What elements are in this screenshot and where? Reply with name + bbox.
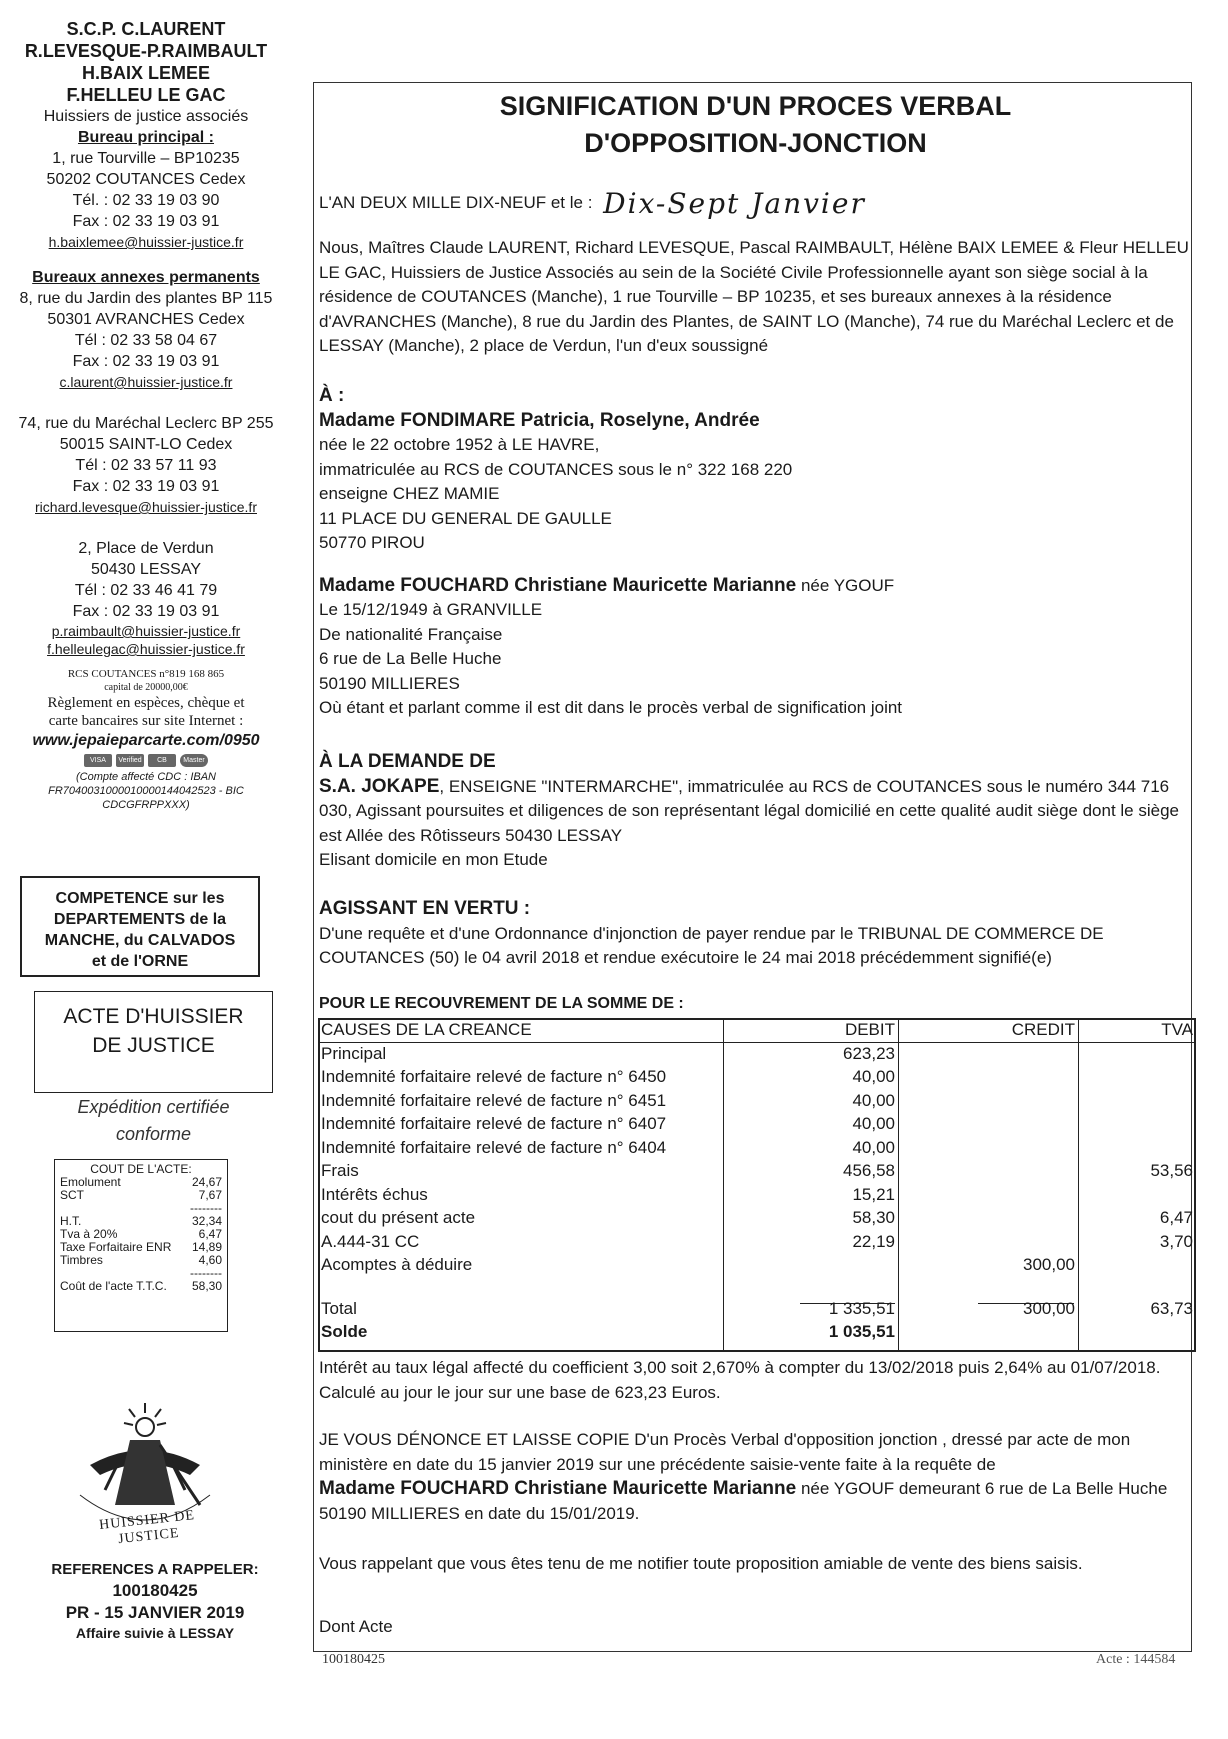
cell: 623,23	[843, 1043, 895, 1063]
cell: 53,56	[1150, 1161, 1193, 1180]
mastercard-icon: Master	[180, 754, 208, 767]
vertu-heading: AGISSANT EN VERTU :	[319, 898, 531, 919]
table-row	[318, 1230, 1196, 1254]
annexe3-line: 50430 LESSAY	[90, 561, 201, 578]
denonce-text: JE VOUS DÉNONCE ET LAISSE COPIE D'un Procès Verbal d'opposition jonction , dressé par acte de mon ministère en date du 15 janvier 2019 sur une précédente saisie-vente faite à la requête de	[319, 1430, 1131, 1474]
cell: Indemnité forfaitaire relevé de facture n° 6404	[321, 1137, 667, 1157]
party2-line: De nationalité Française	[319, 624, 503, 644]
cost-label: H.T.	[60, 1214, 82, 1228]
annexe2-line: 50015 SAINT-LO Cedex	[59, 436, 233, 453]
party2-name: Madame FOUCHARD Christiane Mauricette Marianne	[319, 574, 797, 596]
cost-value: 6,47	[198, 1227, 222, 1241]
cell	[723, 1253, 898, 1277]
cell	[898, 1159, 1078, 1183]
expedition-line: conforme	[115, 1124, 192, 1144]
principal-line: Tél. : 02 33 19 03 90	[72, 192, 220, 209]
annexe2-email-link[interactable]: richard.levesque@huissier-justice.fr	[35, 499, 257, 515]
table-row	[318, 1089, 1196, 1113]
cell: Acomptes à déduire	[321, 1255, 473, 1274]
firm-subtitle: Huissiers de justice associés	[43, 108, 249, 125]
cell: 40,00	[852, 1114, 895, 1133]
huissier-seal-logo	[60, 1395, 230, 1548]
cell: A.444-31 CC	[321, 1231, 420, 1251]
annexe1-line: 50301 AVRANCHES Cedex	[47, 311, 245, 328]
cost-separator: --------	[190, 1266, 222, 1280]
table-row	[318, 1112, 1196, 1136]
party2-line: 50190 MILLIERES	[319, 673, 460, 693]
expedition-label	[34, 1094, 273, 1148]
payment-line: Règlement en espèces, chèque et	[47, 695, 245, 711]
destinataires	[319, 384, 1191, 721]
header-cell: CREDIT	[1011, 1020, 1075, 1039]
acte-box	[34, 991, 273, 1093]
references-block	[30, 1560, 280, 1642]
creance-table	[318, 1018, 1196, 1344]
cell: 300,00	[1023, 1255, 1075, 1274]
vertu-section	[319, 897, 1191, 971]
firm-name-3: H.BAIX LEMEE	[81, 63, 210, 83]
demande-text: , ENSEIGNE "INTERMARCHE", immatriculée au RCS de COUTANCES sous le numéro 344 716 030, Agissant poursuites et diligences de son représentant légal domicilié en cette qualité audit siège dont le siège est Allée des Rôtisseurs 50430 LESSAY	[319, 776, 1180, 845]
cost-value: 14,89	[191, 1240, 222, 1254]
cost-value: 32,34	[191, 1214, 222, 1228]
cell: 3,70	[1159, 1231, 1193, 1251]
seal-text: HUISSIER DE JUSTICE	[98, 1508, 196, 1548]
footer-acte-number: Acte : 144584	[1096, 1652, 1176, 1667]
cell: 15,21	[852, 1184, 895, 1204]
cell: 40,00	[852, 1090, 895, 1110]
competence-line: MANCHE, du CALVADOS	[44, 932, 236, 949]
cb-icon: CB	[148, 754, 176, 767]
firm-name-1: S.C.P. C.LAURENT	[66, 19, 226, 39]
annexe2-line: 74, rue du Maréchal Leclerc BP 255	[18, 415, 274, 432]
sidebar	[0, 18, 292, 812]
table-row	[318, 1065, 1196, 1089]
annexe3-line: 2, Place de Verdun	[78, 540, 214, 557]
annexes-heading: Bureaux annexes permanents	[32, 269, 260, 286]
table-total-row	[318, 1297, 1196, 1321]
iban-line: FR7040031000010000144042523 - BIC	[48, 785, 244, 797]
cell: Indemnité forfaitaire relevé de facture n° 6450	[321, 1067, 667, 1086]
refs-number: 100180425	[112, 1581, 198, 1600]
cost-value: 4,60	[198, 1253, 222, 1267]
title-line: SIGNIFICATION D'UN PROCES VERBAL	[499, 91, 1012, 121]
party2-line: Le 15/12/1949 à GRANVILLE	[319, 600, 543, 619]
principal-line: Fax : 02 33 19 03 91	[72, 213, 220, 230]
party1-line: enseigne CHEZ MAMIE	[319, 484, 500, 503]
iban-line: (Compte affecté CDC : IBAN	[76, 771, 216, 783]
cell	[1078, 1089, 1196, 1113]
payment-line: carte bancaires sur site Internet :	[48, 713, 244, 729]
cost-heading: COUT DE L'ACTE:	[90, 1162, 192, 1176]
table-row	[318, 1159, 1196, 1183]
capital-line: capital de 20000,00€	[104, 682, 188, 693]
cost-value: 58,30	[191, 1279, 222, 1293]
acte-line: DE JUSTICE	[92, 1034, 215, 1057]
cell: cout du présent acte	[321, 1208, 476, 1227]
document-title	[318, 88, 1193, 162]
a-heading: À :	[319, 385, 345, 406]
cost-label: SCT	[60, 1188, 84, 1202]
cell	[898, 1230, 1078, 1254]
rappel-text: Vous rappelant que vous êtes tenu de me notifier toute proposition amiable de vente des biens saisis.	[319, 1554, 1083, 1573]
rcs-line: RCS COUTANCES n°819 168 865	[67, 668, 225, 680]
cell: 456,58	[843, 1161, 895, 1180]
cell: Principal	[321, 1043, 387, 1063]
header-cell: DEBIT	[844, 1020, 895, 1039]
annexe3-line: Tél : 02 33 46 41 79	[74, 582, 218, 599]
cell	[898, 1112, 1078, 1136]
cell	[1078, 1136, 1196, 1160]
annexe1-line: Fax : 02 33 19 03 91	[72, 353, 220, 370]
party1-line: née le 22 octobre 1952 à LE HAVRE,	[319, 435, 600, 454]
table-header-row	[318, 1018, 1196, 1042]
principal-heading: Bureau principal :	[77, 129, 215, 146]
cell	[898, 1136, 1078, 1160]
cell: Solde	[321, 1322, 368, 1341]
party2-line: 6 rue de La Belle Huche	[319, 649, 502, 668]
annexe2-line: Tél : 02 33 57 11 93	[75, 457, 217, 474]
cost-value: 24,67	[191, 1175, 222, 1189]
cell	[1078, 1065, 1196, 1089]
annexe1-email-link[interactable]: c.laurent@huissier-justice.fr	[59, 374, 233, 390]
cell	[898, 1183, 1078, 1207]
party1-line: immatriculée au RCS de COUTANCES sous le n° 322 168 220	[319, 459, 793, 479]
card-logos	[0, 754, 292, 767]
iban-line: CDCGFRPPXXX)	[102, 799, 190, 811]
table-row	[318, 1183, 1196, 1207]
firm-name-4: F.HELLEU LE GAC	[66, 85, 226, 105]
annexe3-email-link[interactable]: f.helleulegac@huissier-justice.fr	[47, 641, 245, 657]
principal-line: 1, rue Tourville – BP10235	[52, 150, 240, 167]
principal-email-link[interactable]: h.baixlemee@huissier-justice.fr	[48, 234, 244, 250]
header-cell: TVA	[1161, 1020, 1193, 1039]
date-line	[319, 186, 866, 221]
annexe2-line: Fax : 02 33 19 03 91	[72, 478, 220, 495]
cost-box	[54, 1159, 228, 1332]
cost-label: Taxe Forfaitaire ENR	[60, 1240, 172, 1254]
footer-reference: 100180425	[322, 1652, 385, 1667]
refs-pr: PR - 15 JANVIER 2019	[65, 1603, 245, 1622]
cell	[1078, 1253, 1196, 1277]
competence-line: et de l'ORNE	[91, 953, 189, 970]
header-cell: CAUSES DE LA CREANCE	[321, 1020, 532, 1039]
cell	[898, 1042, 1078, 1066]
cost-row	[60, 1176, 222, 1189]
table-row	[318, 1206, 1196, 1230]
firm-name-2: R.LEVESQUE-P.RAIMBAULT	[24, 41, 268, 61]
cell	[1078, 1042, 1196, 1066]
cell: 58,30	[852, 1208, 895, 1227]
cost-label: Tva à 20%	[60, 1227, 118, 1241]
intro-paragraph: Nous, Maîtres Claude LAURENT, Richard LEVESQUE, Pascal RAIMBAULT, Hélène BAIX LEMEE & Fleur HELLEU LE GAC, Huissiers de Justice Associés au sein de la Société Civile Professionnelle ayant son siège social à la résidence de COUTANCES (Manche), 1 rue Tourville – BP 10235, et ses bureaux annexes à la résidence d'AVRANCHES (Manche), 8 rue du Jardin des Plantes, de SAINT LO (Manche), 74 rue du Maréchal Leclerc et de LESSAY (Manche), 2 place de Verdun, l'un d'eux soussigné	[319, 238, 1189, 355]
annexe1-line: 8, rue du Jardin des plantes BP 115	[19, 290, 273, 307]
cell: 6,47	[1159, 1208, 1193, 1227]
cost-value: 7,67	[198, 1188, 222, 1202]
payment-website-link[interactable]: www.jepaieparcarte.com/0950	[32, 732, 260, 749]
demande-domicile: Elisant domicile en mon Etude	[319, 850, 548, 869]
cell: 1 035,51	[828, 1322, 895, 1341]
cell: 1 335,51	[828, 1298, 895, 1318]
competence-line: DEPARTEMENTS de la	[53, 911, 227, 928]
acte-line: ACTE D'HUISSIER	[63, 1005, 244, 1028]
dont-acte: Dont Acte	[319, 1617, 393, 1636]
cost-total-row	[60, 1280, 222, 1293]
verified-visa-icon: Verified	[116, 754, 144, 767]
demande-section	[319, 750, 1191, 873]
cell: Intérêts échus	[321, 1184, 428, 1204]
table-row	[318, 1042, 1196, 1066]
annexe3-line: Fax : 02 33 19 03 91	[72, 603, 220, 620]
cell: 300,00	[1023, 1298, 1075, 1318]
party1-name: Madame FONDIMARE Patricia, Roselyne, Andrée	[319, 409, 760, 431]
annexe3-email-link[interactable]: p.raimbault@huissier-justice.fr	[51, 623, 241, 639]
party2-line: Où étant et parlant comme il est dit dans le procès verbal de signification joint	[319, 698, 903, 717]
cell: Indemnité forfaitaire relevé de facture n° 6407	[321, 1114, 667, 1133]
refs-suivi: Affaire suivie à LESSAY	[75, 1625, 235, 1641]
party1-line: 50770 PIROU	[319, 533, 425, 552]
date-handwritten: Dix-Sept Janvier	[603, 186, 866, 220]
cell	[898, 1065, 1078, 1089]
refs-label: REFERENCES A RAPPELER:	[51, 1561, 259, 1578]
cell: 22,19	[852, 1231, 895, 1251]
table-row	[318, 1136, 1196, 1160]
vertu-text: D'une requête et d'une Ordonnance d'injonction de payer rendue par le TRIBUNAL DE COMMERCE DE COUTANCES (50) le 04 avril 2018 et rendue exécutoire le 24 mai 2018 précédemment signifié(e)	[319, 923, 1104, 967]
cell: Total	[321, 1298, 357, 1318]
competence-box	[20, 876, 260, 977]
cost-separator: --------	[190, 1201, 222, 1215]
denonce-section	[319, 1428, 1189, 1526]
table-solde-row	[318, 1320, 1196, 1344]
expedition-line: Expédition certifiée	[77, 1097, 230, 1117]
cell: Frais	[321, 1161, 359, 1180]
recouvrement-heading: POUR LE RECOUVREMENT DE LA SOMME DE :	[319, 995, 684, 1012]
cell: Indemnité forfaitaire relevé de facture n° 6451	[321, 1090, 667, 1110]
competence-line: COMPETENCE sur les	[55, 890, 225, 907]
table-row	[318, 1253, 1196, 1277]
title-line: D'OPPOSITION-JONCTION	[584, 128, 927, 158]
principal-line: 50202 COUTANCES Cedex	[46, 171, 246, 188]
cell	[1078, 1183, 1196, 1207]
party1-line: 11 PLACE DU GENERAL DE GAULLE	[319, 508, 612, 528]
cell	[898, 1206, 1078, 1230]
annexe1-line: Tél : 02 33 58 04 67	[74, 332, 218, 349]
demande-heading: À LA DEMANDE DE	[319, 751, 496, 772]
demande-name: S.A. JOKAPE	[319, 775, 440, 797]
party2-suffix: née YGOUF	[796, 575, 895, 595]
cell	[1078, 1112, 1196, 1136]
cost-label: Coût de l'acte T.T.C.	[60, 1279, 167, 1293]
denonce-name: Madame FOUCHARD Christiane Mauricette Marianne	[319, 1478, 797, 1499]
cell: 40,00	[852, 1137, 895, 1157]
visa-icon: VISA	[84, 754, 112, 767]
cost-label: Timbres	[60, 1253, 103, 1267]
cell: 40,00	[852, 1067, 895, 1086]
cell	[898, 1089, 1078, 1113]
cell: 63,73	[1150, 1298, 1193, 1318]
cost-label: Emolument	[60, 1175, 121, 1189]
interet-paragraph: Intérêt au taux légal affecté du coefficient 3,00 soit 2,670% à compter du 13/02/2018 puis 2,64% au 01/07/2018. Calculé au jour le jour sur une base de 623,23 Euros.	[319, 1358, 1161, 1402]
date-prefix: L'AN DEUX MILLE DIX-NEUF et le :	[319, 193, 593, 212]
denonce-tail: née YGOUF demeurant 6 rue de La Belle Huche 50190 MILLIERES en date du 15/01/2019.	[319, 1479, 1168, 1523]
